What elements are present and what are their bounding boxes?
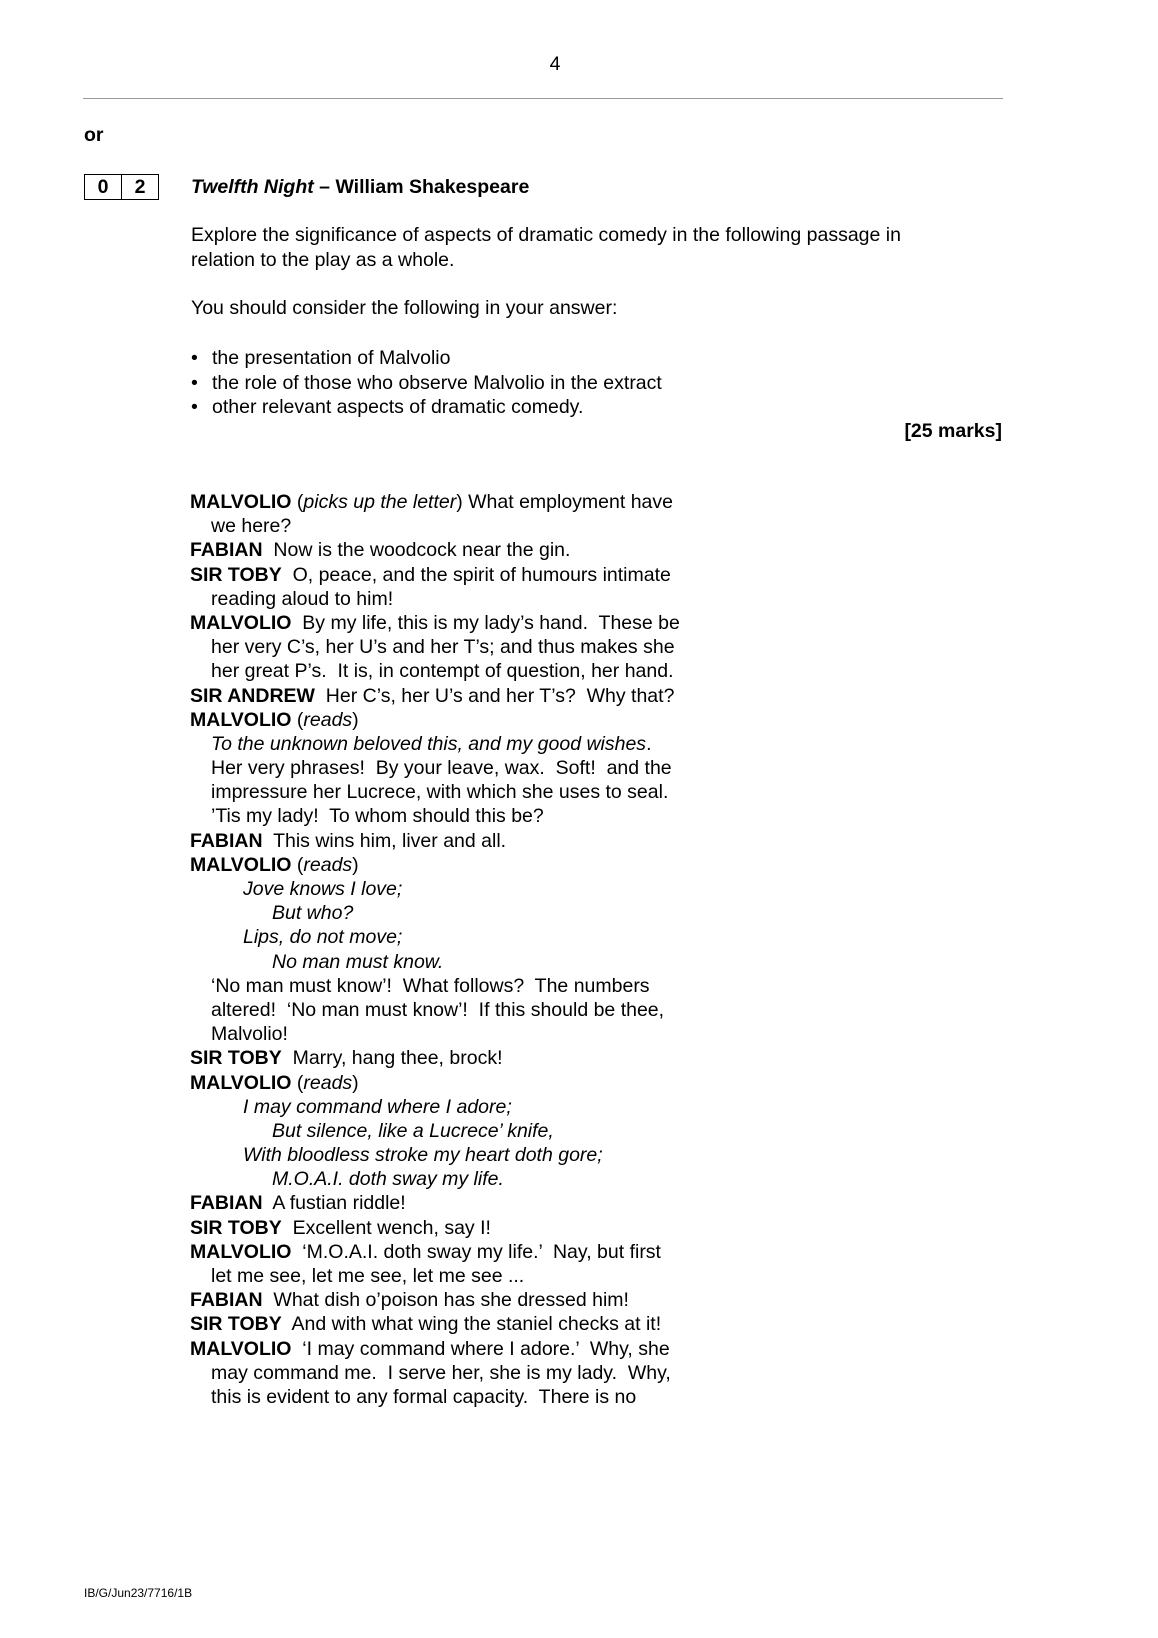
extract-line bbox=[190, 611, 680, 635]
extract-line bbox=[190, 1022, 680, 1046]
dialogue-text: ’Tis my lady! To whom should this be? bbox=[211, 805, 544, 828]
dialogue-text: altered! ‘No man must know’! If this should be thee, bbox=[211, 998, 665, 1021]
italic-text: Jove knows I love; bbox=[243, 878, 403, 900]
speaker-name: MALVOLIO bbox=[190, 611, 292, 634]
extract-line bbox=[190, 925, 680, 949]
extract-line bbox=[190, 514, 680, 538]
marks-label: [25 marks] bbox=[904, 420, 1002, 442]
dialogue-text: let me see, let me see, let me see ... bbox=[211, 1265, 525, 1287]
dialogue-text: Excellent wench, say I! bbox=[281, 1216, 491, 1239]
italic-text: M.O.A.I. doth sway my life. bbox=[272, 1168, 504, 1191]
extract-line bbox=[190, 587, 680, 611]
italic-text: reads bbox=[303, 853, 353, 876]
dialogue-text: By my life, this is my lady’s hand. These be bbox=[291, 611, 680, 634]
extract-line bbox=[190, 659, 680, 683]
or-label: or bbox=[84, 124, 104, 146]
speaker-name: SIR TOBY bbox=[190, 1313, 282, 1336]
dialogue-text: ‘No man must know’! What follows? The numbers bbox=[211, 974, 650, 997]
speaker-name: SIR TOBY bbox=[190, 563, 282, 586]
extract-line bbox=[190, 563, 680, 587]
extract-line bbox=[190, 1361, 680, 1385]
dialogue-text: ( bbox=[291, 853, 304, 876]
italic-text: But silence, like a Lucrece’ knife, bbox=[272, 1119, 554, 1142]
extract-line bbox=[190, 804, 680, 828]
bullet-list bbox=[191, 346, 662, 420]
extract-line bbox=[190, 1119, 680, 1143]
question-title bbox=[191, 176, 529, 199]
speaker-name: FABIAN bbox=[190, 829, 263, 852]
dialogue-text: Her C’s, her U’s and her T’s? Why that? bbox=[314, 684, 675, 707]
extract-line bbox=[190, 1191, 680, 1215]
dialogue-text: Marry, hang thee, brock! bbox=[281, 1047, 503, 1070]
dialogue-text: Her very phrases! By your leave, wax. Soft! and the bbox=[211, 757, 672, 780]
italic-text: reads bbox=[303, 1071, 353, 1094]
extract-line bbox=[190, 1264, 680, 1288]
extract-line bbox=[190, 1071, 680, 1095]
italic-text: But who? bbox=[272, 902, 354, 925]
speaker-name: MALVOLIO bbox=[190, 853, 292, 876]
extract-line bbox=[190, 853, 680, 877]
extract-line bbox=[190, 732, 680, 756]
extract-line bbox=[190, 1385, 680, 1409]
speaker-name: MALVOLIO bbox=[190, 1240, 292, 1263]
consider-text: You should consider the following in your answer: bbox=[191, 297, 618, 319]
extract-line bbox=[190, 538, 680, 562]
dialogue-text: Now is the woodcock near the gin. bbox=[262, 539, 571, 562]
question-number-box bbox=[84, 174, 159, 200]
extract-line bbox=[190, 1095, 680, 1119]
dialogue-text: ( bbox=[291, 491, 304, 513]
author: – William Shakespeare bbox=[313, 176, 530, 198]
extract-line bbox=[190, 1143, 680, 1167]
dialogue-text: reading aloud to him! bbox=[211, 587, 394, 610]
extract-line bbox=[190, 998, 680, 1022]
extract-line bbox=[190, 877, 680, 901]
dialogue-text: What dish o’poison has she dressed him! bbox=[262, 1289, 629, 1312]
question-digit: 0 bbox=[97, 176, 109, 198]
dialogue-text: ) What employment have bbox=[456, 491, 673, 513]
extract-line bbox=[190, 1240, 680, 1264]
extract-line bbox=[190, 1312, 680, 1336]
extract-line bbox=[190, 950, 680, 974]
dialogue-text: may command me. I serve her, she is my lady. Why, bbox=[211, 1361, 671, 1384]
page-number: 4 bbox=[549, 53, 561, 75]
dialogue-text: . bbox=[646, 732, 652, 755]
extract-line bbox=[190, 490, 680, 514]
extract-line bbox=[190, 708, 680, 732]
extract-line bbox=[190, 901, 680, 925]
extract-line bbox=[190, 780, 680, 804]
italic-text: To the unknown beloved this, and my good wishes bbox=[211, 732, 647, 755]
speaker-name: MALVOLIO bbox=[190, 491, 292, 513]
italic-text: I may command where I adore; bbox=[243, 1095, 512, 1118]
italic-text: picks up the letter bbox=[303, 491, 457, 513]
speaker-name: MALVOLIO bbox=[190, 708, 292, 731]
extract-line bbox=[190, 635, 680, 659]
dialogue-text: ( bbox=[291, 1071, 304, 1094]
play-title: Twelfth Night bbox=[191, 176, 314, 198]
dialogue-text: And with what wing the staniel checks at it! bbox=[281, 1313, 662, 1336]
dialogue-text: ) bbox=[352, 1071, 359, 1094]
dialogue-text: This wins him, liver and all. bbox=[262, 829, 507, 852]
dialogue-text: we here? bbox=[211, 515, 292, 538]
speaker-name: SIR TOBY bbox=[190, 1216, 282, 1239]
italic-text: reads bbox=[303, 708, 353, 731]
bullet-item: • the role of those who observe Malvolio in the extract bbox=[191, 371, 662, 396]
question-prompt bbox=[191, 223, 901, 272]
extract-line bbox=[190, 974, 680, 998]
footer-code: IB/G/Jun23/7716/1B bbox=[84, 1586, 193, 1600]
question-digit: 2 bbox=[121, 175, 158, 199]
prompt-line: Explore the significance of aspects of dramatic comedy in the following passage in bbox=[191, 224, 901, 246]
dialogue-text: her great P’s. It is, in contempt of question, her hand. bbox=[211, 660, 674, 683]
dialogue-text: this is evident to any formal capacity. There is no bbox=[211, 1385, 637, 1408]
extract-line bbox=[190, 1167, 680, 1191]
dialogue-text: ) bbox=[352, 708, 359, 731]
speaker-name: FABIAN bbox=[190, 539, 263, 562]
dialogue-text: ‘M.O.A.I. doth sway my life.’ Nay, but first bbox=[291, 1240, 661, 1263]
dialogue-text: ) bbox=[352, 853, 359, 876]
bullet-item: • other relevant aspects of dramatic comedy. bbox=[191, 395, 662, 420]
prompt-line: relation to the play as a whole. bbox=[191, 248, 455, 271]
bullet-item: • the presentation of Malvolio bbox=[191, 346, 662, 371]
extract-line bbox=[190, 756, 680, 780]
dialogue-text: A fustian riddle! bbox=[262, 1192, 406, 1215]
speaker-name: SIR ANDREW bbox=[190, 684, 315, 707]
extract-line bbox=[190, 1337, 680, 1361]
extract-line bbox=[190, 1288, 680, 1312]
dialogue-text: O, peace, and the spirit of humours intimate bbox=[281, 563, 671, 586]
dialogue-text: Malvolio! bbox=[211, 1023, 288, 1046]
italic-text: No man must know. bbox=[272, 950, 444, 973]
dialogue-text: her very C’s, her U’s and her T’s; and thus makes she bbox=[211, 636, 675, 659]
extract-line bbox=[190, 684, 680, 708]
header-divider bbox=[83, 98, 1003, 99]
extract-line bbox=[190, 1216, 680, 1240]
italic-text: With bloodless stroke my heart doth gore; bbox=[243, 1144, 603, 1167]
extract-line bbox=[190, 829, 680, 853]
speaker-name: FABIAN bbox=[190, 1289, 263, 1312]
speaker-name: MALVOLIO bbox=[190, 1071, 292, 1094]
dialogue-text: ‘I may command where I adore.’ Why, she bbox=[291, 1337, 670, 1360]
italic-text: Lips, do not move; bbox=[243, 926, 403, 949]
play-extract bbox=[190, 490, 680, 1409]
speaker-name: SIR TOBY bbox=[190, 1047, 282, 1070]
dialogue-text: ( bbox=[291, 708, 304, 731]
speaker-name: FABIAN bbox=[190, 1192, 263, 1215]
dialogue-text: impressure her Lucrece, with which she uses to seal. bbox=[211, 781, 669, 804]
speaker-name: MALVOLIO bbox=[190, 1337, 292, 1360]
extract-line bbox=[190, 1046, 680, 1070]
